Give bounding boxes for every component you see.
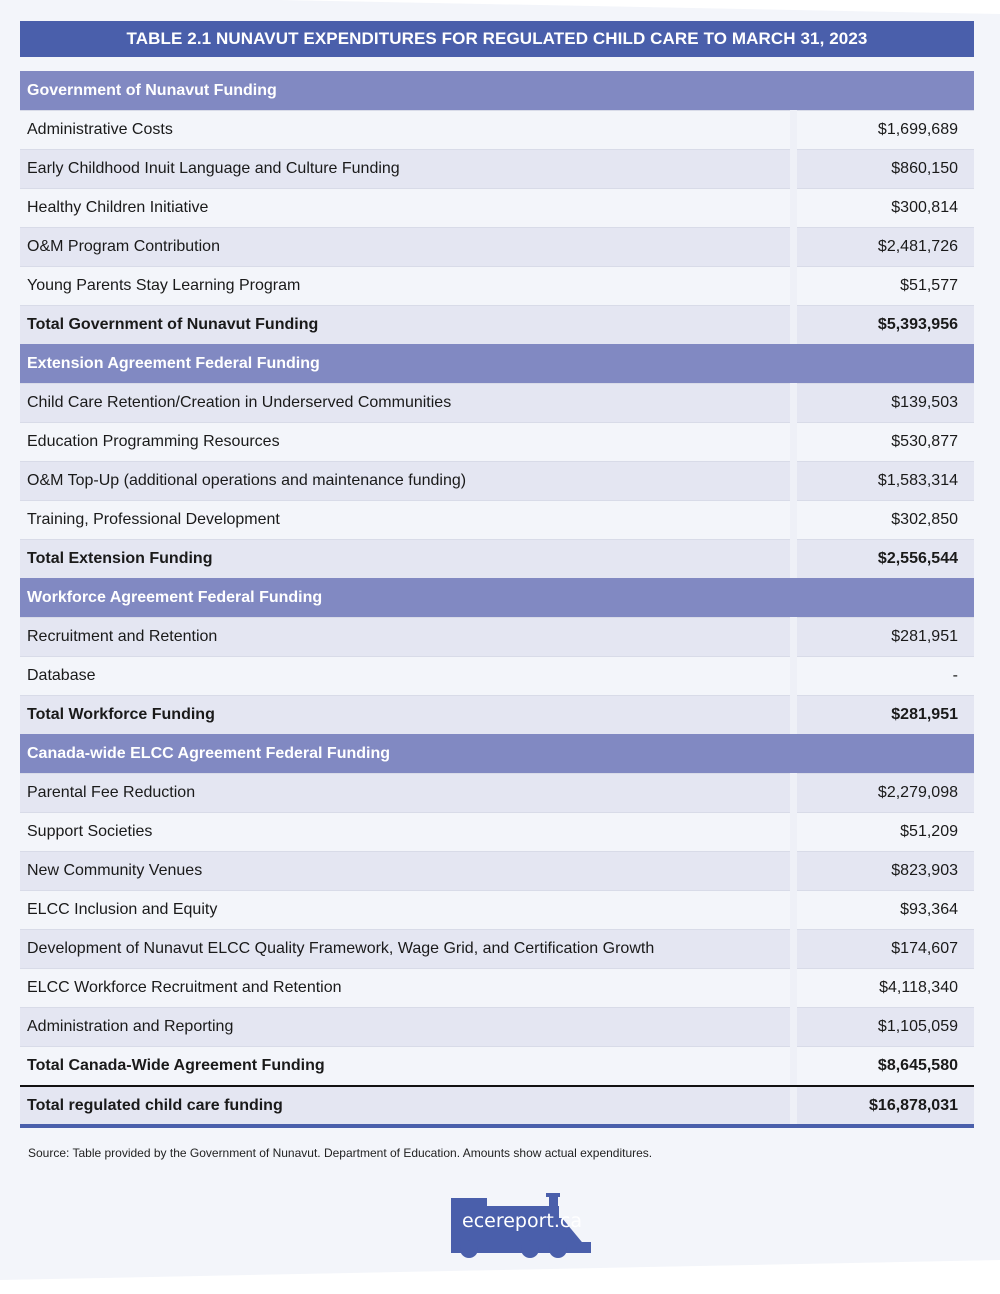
column-divider <box>790 1087 797 1124</box>
row-value: $281,951 <box>797 695 974 734</box>
table-row <box>20 110 974 149</box>
section-title: Government of Nunavut Funding <box>27 81 277 99</box>
column-divider <box>790 1046 797 1085</box>
row-value: $8,645,580 <box>797 1046 974 1085</box>
table-row <box>20 383 974 422</box>
table-row <box>20 812 974 851</box>
column-divider <box>790 812 797 851</box>
row-label: ELCC Workforce Recruitment and Retention <box>20 968 790 1007</box>
row-value: $1,105,059 <box>797 1007 974 1046</box>
row-label: O&M Top-Up (additional operations and maintenance funding) <box>20 461 790 500</box>
row-label: O&M Program Contribution <box>20 227 790 266</box>
table-row <box>20 188 974 227</box>
column-divider <box>790 227 797 266</box>
row-label: Young Parents Stay Learning Program <box>20 266 790 305</box>
table-row <box>20 656 974 695</box>
row-value: $16,878,031 <box>797 1087 974 1124</box>
row-label: Education Programming Resources <box>20 422 790 461</box>
row-value: $1,699,689 <box>797 110 974 149</box>
row-value: $1,583,314 <box>797 461 974 500</box>
row-value: $302,850 <box>797 500 974 539</box>
row-value: $2,481,726 <box>797 227 974 266</box>
row-value: $300,814 <box>797 188 974 227</box>
table-row <box>20 617 974 656</box>
table-row <box>20 773 974 812</box>
total-row <box>20 539 974 578</box>
column-divider <box>790 110 797 149</box>
table-row <box>20 968 974 1007</box>
column-divider <box>790 383 797 422</box>
total-row <box>20 1046 974 1085</box>
row-label: Total Extension Funding <box>20 539 790 578</box>
row-label: Support Societies <box>20 812 790 851</box>
table-row <box>20 890 974 929</box>
section-header <box>20 344 974 383</box>
column-divider <box>790 773 797 812</box>
column-divider <box>790 968 797 1007</box>
table-row <box>20 422 974 461</box>
table-row <box>20 461 974 500</box>
row-value: $2,279,098 <box>797 773 974 812</box>
row-label: Recruitment and Retention <box>20 617 790 656</box>
column-divider <box>790 149 797 188</box>
column-divider <box>790 188 797 227</box>
row-label: Early Childhood Inuit Language and Culture Funding <box>20 149 790 188</box>
column-divider <box>790 851 797 890</box>
row-value: $93,364 <box>797 890 974 929</box>
table-title: TABLE 2.1 NUNAVUT EXPENDITURES FOR REGULATED CHILD CARE TO MARCH 31, 2023 <box>20 21 974 57</box>
table-row <box>20 266 974 305</box>
row-label: Administrative Costs <box>20 110 790 149</box>
section-header <box>20 71 974 110</box>
row-value: $139,503 <box>797 383 974 422</box>
ecereport-logo[interactable] <box>450 1192 592 1258</box>
column-divider <box>790 539 797 578</box>
row-label: Total Canada-Wide Agreement Funding <box>20 1046 790 1085</box>
row-value: $51,209 <box>797 812 974 851</box>
row-value: $860,150 <box>797 149 974 188</box>
column-divider <box>790 1007 797 1046</box>
section-header <box>20 734 974 773</box>
row-value: $281,951 <box>797 617 974 656</box>
row-label: Total Workforce Funding <box>20 695 790 734</box>
table-row <box>20 227 974 266</box>
section-title: Workforce Agreement Federal Funding <box>27 588 323 606</box>
section-header <box>20 578 974 617</box>
row-value: $174,607 <box>797 929 974 968</box>
row-value: - <box>797 656 974 695</box>
table-row <box>20 500 974 539</box>
row-value: $530,877 <box>797 422 974 461</box>
section-title: Extension Agreement Federal Funding <box>27 354 320 372</box>
column-divider <box>790 929 797 968</box>
column-divider <box>790 695 797 734</box>
table-row <box>20 149 974 188</box>
expenditures-table <box>20 71 974 1128</box>
row-label: Total Government of Nunavut Funding <box>20 305 790 344</box>
row-value: $4,118,340 <box>797 968 974 1007</box>
row-label: Training, Professional Development <box>20 500 790 539</box>
row-value: $2,556,544 <box>797 539 974 578</box>
column-divider <box>790 890 797 929</box>
row-label: Child Care Retention/Creation in Underserved Communities <box>20 383 790 422</box>
table-row <box>20 1007 974 1046</box>
column-divider <box>790 656 797 695</box>
row-label: Healthy Children Initiative <box>20 188 790 227</box>
table-row <box>20 929 974 968</box>
column-divider <box>790 305 797 344</box>
row-label: Database <box>20 656 790 695</box>
table-row <box>20 851 974 890</box>
total-row <box>20 305 974 344</box>
column-divider <box>790 422 797 461</box>
row-value: $823,903 <box>797 851 974 890</box>
row-label: New Community Venues <box>20 851 790 890</box>
logo-text: ecereport.ca <box>462 1210 582 1232</box>
row-label: Development of Nunavut ELCC Quality Framework, Wage Grid, and Certification Growth <box>20 929 790 968</box>
row-label: Parental Fee Reduction <box>20 773 790 812</box>
source-note: Source: Table provided by the Government of Nunavut. Department of Education. Amounts show actual expenditures. <box>28 1146 653 1160</box>
column-divider <box>790 461 797 500</box>
column-divider <box>790 617 797 656</box>
column-divider <box>790 500 797 539</box>
column-divider <box>790 266 797 305</box>
row-value: $51,577 <box>797 266 974 305</box>
row-label: ELCC Inclusion and Equity <box>20 890 790 929</box>
row-label: Administration and Reporting <box>20 1007 790 1046</box>
row-value: $5,393,956 <box>797 305 974 344</box>
total-row <box>20 1085 974 1128</box>
row-label: Total regulated child care funding <box>20 1087 790 1124</box>
section-title: Canada-wide ELCC Agreement Federal Funding <box>27 744 391 762</box>
total-row <box>20 695 974 734</box>
